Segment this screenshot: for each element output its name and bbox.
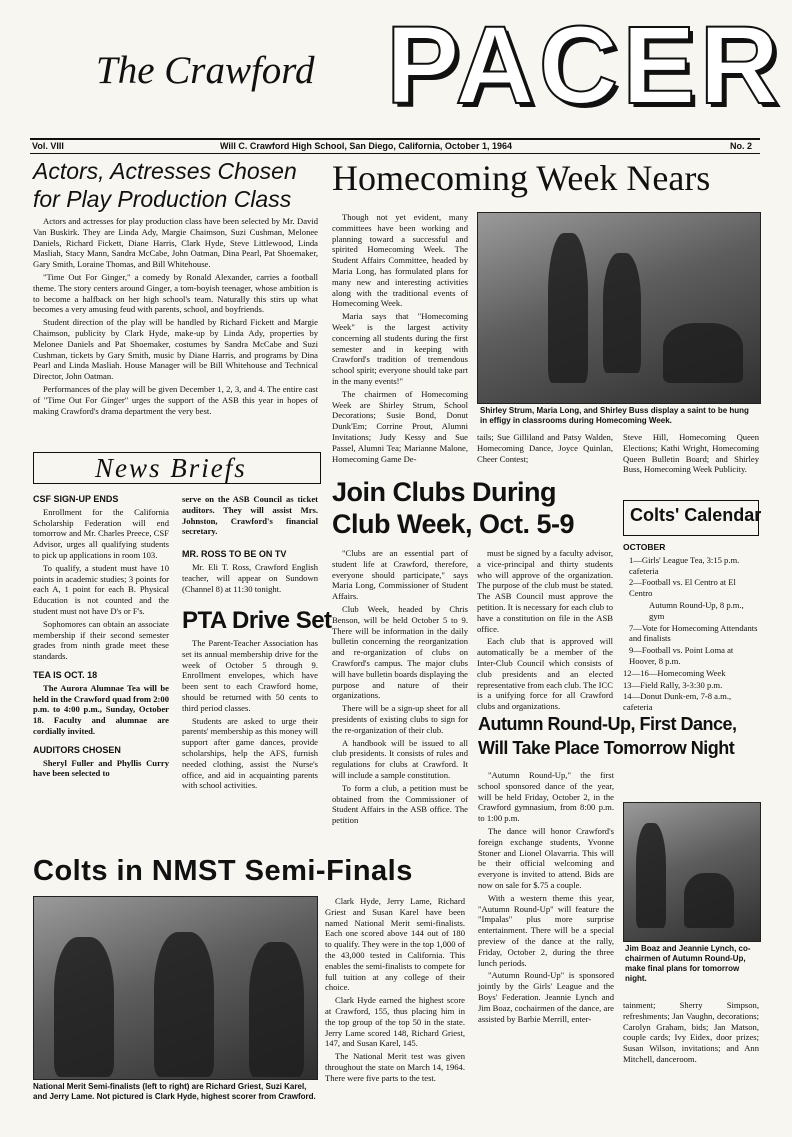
homecoming-col1: [332, 212, 468, 466]
homecoming-col2: tails; Sue Gilliland and Patsy Walden, Homecoming Dance, Joyce Quinlan, Cheer Contest;: [477, 432, 613, 464]
roundup-paragraph: With a western theme this year, "Autumn Round-Up" will feature the "Impalas" plus more surprise entertainment. There will be a special preview of the dance at the rally, Friday, October 2, during the three lunch periods.: [478, 892, 614, 968]
pta-headline: PTA Drive Set: [182, 607, 332, 634]
roundup-continued: tainment; Sherry Simpson, refreshments; Jan Vaughn, decorations; Carolyn Graham, bids; Jan Matson, couple cards; Ivy Eidex, door prizes; Susan Wilson, invitations; and Ann Mitchell, danceroom.: [623, 1000, 759, 1064]
actors-paragraph: Student direction of the play will be handled by Richard Fickett and Margie Chaimson, publicity by Clark Hyde, make-up by Linda Ady, properties by Melonee Daniels and Pat Shoemaker, costumes by Sandra McCabe and Suzi Cushman, tickets by Gary Smith, music by Diane Harris, and programs by Dina Pearl and Linda Masliah. House Manager will be Bill Whitehouse and Technical Director, John Oatman.: [33, 317, 318, 382]
homecoming-paragraph: Maria says that "Homecoming Week" is the largest activity concerning all students during the first semester and in keeping with Crawford's tradition of tremendous school spirit; everyone should take part in the many events!": [332, 311, 468, 386]
ross-subhead: MR. ROSS TO BE ON TV: [182, 549, 287, 560]
csf-paragraph: To qualify, a student must have 10 points in academic studies; 3 points for each A, 1 point for each B. Physical Education is not counted and the student must not have D's or F's.: [33, 562, 169, 616]
csf-paragraph: Sophomores can obtain an associate membership if their second semester grades from ninth grade meet these standards.: [33, 618, 169, 662]
calendar-entry: 14—Donut Dunk-em, 7-8 a.m., cafeteria: [623, 691, 732, 713]
calendar-entry: Autumn Round-Up, 8 p.m., gym: [649, 599, 744, 621]
news-briefs-col2: [182, 494, 318, 596]
nmst-caption: National Merit Semi-finalists (left to right) are Richard Griest, Suzi Karel, and Jerry Lame. Not pictured is Clark Hyde, highest scorer from Crawford.: [33, 1082, 316, 1101]
roundup-paragraph: "Autumn Round-Up" is sponsored jointly by the Girls' League and the Boys' Federation. Jeannie Lynch and Jim Boaz, cochairmen of the dance, are assisted by Barbie Merrill, enter-: [478, 970, 614, 1024]
auditors-subhead: AUDITORS CHOSEN: [33, 744, 121, 755]
clubs-headline: Join Clubs During Club Week, Oct. 5-9: [332, 477, 575, 539]
homecoming-caption: Shirley Strum, Maria Long, and Shirley Buss display a saint to be hung in effigy in classrooms during Homecoming Week.: [480, 406, 749, 425]
photo-figure: [663, 323, 743, 383]
actors-paragraph: Actors and actresses for play production class have been selected by Mr. David Van Buskirk. They are Linda Ady, Margie Chaimson, Suzi Cushman, Melonee Daniels, Richard Fickett, Diane Harris, Clark Hyde, Steve Littlewood, Linda Masliah, Stacy Mann, Sandra McCabe, John Oatman, Dina Pearl, Pat Shoemaker, Gary Smith, Loraine Thomas, and Bill Whitehouse.: [33, 216, 318, 270]
masthead-pacer: PACER: [386, 4, 783, 127]
calendar-title: Colts' Calendar: [630, 505, 762, 525]
clubs-paragraph: Each club that is approved will automatically be a member of the Inter-Club Council which consists of club presidents and an elected representative from each club. The ICC is a unifying force for all Crawford clubs and organizations.: [477, 636, 613, 712]
masthead-the-crawford: The Crawford: [96, 49, 315, 92]
photo-figure: [684, 873, 734, 928]
nmst-paragraph: Clark Hyde earned the highest score at Crawford, 155, thus placing him in the top group of the top 50 in the state. Jerry Lame scored 148, Richard Griest, 147, and Susan Karel, 145.: [325, 995, 465, 1049]
calendar-entry: 13—Field Rally, 3-3:30 p.m.: [623, 679, 723, 690]
actors-paragraph: Performances of the play will be given December 1, 2, 3, and 4. The entire cast of "Time Out For Ginger" urges the support of the ASB this year in hopes of making Crawford's drama department the very best.: [33, 383, 318, 416]
actors-paragraph: "Time Out For Ginger," a comedy by Ronald Alexander, carries a football theme. The story centers around Ginger, a tom-boyish teenager, whose ambition is to become a halfback on her high school's team. Naturally this stirs up what becomes a very amusing feud with parents, school, and boyfriends.: [33, 271, 318, 315]
ross-paragraph: Mr. Eli T. Ross, Crawford English teacher, will appear on Sundown (Channel 8) at 11:30 tonight.: [182, 561, 318, 594]
news-briefs-col1: [33, 490, 169, 781]
clubs-paragraph: A handbook will be issued to all club presidents. It consists of rules and regulations for clubs at Crawford. It will include a sample constitution.: [332, 737, 468, 780]
tea-paragraph: The Aurora Alumnae Tea will be held in the Crawford quad from 2:00 p.m. to 4:00 p.m., Sunday, October 18. Faculty and alumnae are cordially invited.: [33, 682, 169, 736]
tea-subhead: TEA IS OCT. 18: [33, 669, 98, 680]
photo-figure: [154, 932, 214, 1077]
nmst-paragraph: The National Merit test was given throughout the state on March 14, 1964. There were five parts to the test.: [325, 1051, 465, 1083]
volume-label: Vol. VIII: [32, 141, 64, 151]
csf-subhead: CSF SIGN-UP ENDS: [33, 494, 119, 504]
photo-figure: [548, 233, 588, 383]
clubs-paragraph: To form a club, a petition must be obtained from the Commissioner of Student Affairs in the ASB office. The petition: [332, 782, 468, 826]
auditors-continued: serve on the ASB Council as ticket auditors. They will assist Mrs. Johnston, Crawford's financial secretary.: [182, 494, 318, 537]
roundup-headline: Autumn Round-Up, First Dance, Will Take Place Tomorrow Night: [478, 714, 737, 758]
calendar-month: OCTOBER: [623, 542, 666, 552]
calendar-entry: 9—Football vs. Point Loma at Hoover, 8 p.m.: [629, 645, 734, 666]
nmst-article: [325, 896, 465, 1086]
actors-article: [33, 216, 318, 418]
pta-paragraph: The Parent-Teacher Association has set its annual membership drive for the week of October 5 through 9. Enrollment envelopes, which have been sent to each Crawford home, should be returned with 50 cents to third period classes.: [182, 638, 318, 713]
nmst-headline: Colts in NMST Semi-Finals: [33, 855, 413, 887]
calendar-list: [623, 542, 759, 713]
clubs-paragraph: There will be a sign-up sheet for all presidents of existing clubs to sign for the re-organization of their club.: [332, 703, 468, 735]
homecoming-headline: Homecoming Week Nears: [332, 158, 711, 198]
roundup-paragraph: The dance will honor Crawford's foreign exchange students, Yvonne Stoner and Lionel Olavarria. This will be their official welcoming and everyone is invited to attend. Bids are now on sale for $.75 a couple.: [478, 825, 614, 890]
homecoming-col3: Steve Hill, Homecoming Queen Elections; Kathi Wright, Homecoming Queen Bulletin Board; and Shirley Buss, Homecoming Week Publicity.: [623, 432, 759, 475]
roundup-paragraph: "Autumn Round-Up," the first school sponsored dance of the year, will be held Friday, October 2, in the Crawford gymnasium, from 8:00 p.m. to 1:00 p.m.: [478, 770, 614, 824]
photo-figure: [636, 823, 666, 928]
pta-paragraph: Students are asked to urge their parents' membership as this money will support after game dances, provide scholarships, help the AFS, furnish needed clothing, assist the Nurse's office, and aid in acquainting parents with school activities.: [182, 715, 318, 791]
clubs-paragraph: Club Week, headed by Chris Benson, will be held October 5 to 9. There will be information in the daily bulletin concerning the reorganization and re-organization of clubs on Crawford's campus. The major clubs will have bulletin boards displaying the purpose and nature of their organizations.: [332, 603, 468, 701]
photo-figure: [603, 253, 641, 373]
clubs-col2: [477, 548, 613, 714]
homecoming-paragraph: The chairmen of Homecoming Week are Shirley Strum, School Decorations; Susie Bond, Donut Dunk'Em; Corrine Prout, Alumni Invitations; Judy Kessy and Sue Passel, Alumni Tea; Marianne Malone, Homecoming Game De-: [332, 388, 468, 464]
nmst-photo: [33, 896, 318, 1080]
photo-figure: [54, 937, 114, 1077]
pta-article: [182, 638, 318, 793]
homecoming-photo: [477, 212, 761, 404]
calendar-entry: 1—Girls' League Tea, 3:15 p.m. cafeteria: [629, 554, 740, 576]
nmst-paragraph: Clark Hyde, Jerry Lame, Richard Griest and Susan Karel have been named National Merit semi-finalists. Each one scored above 144 out of 180 to qualify. They were in the top 1,000 of the 43,000 tested in California. This enables the semi-finalists to compete for full tuition at any college of their choice.: [325, 896, 465, 993]
issue-number: No. 2: [730, 141, 753, 151]
masthead-rule-bottom: [30, 153, 760, 154]
clubs-col1: [332, 548, 468, 828]
roundup-photo: [623, 802, 761, 942]
roundup-article: [478, 770, 614, 1026]
calendar-entry: 2—Football vs. El Centro at El Centro: [629, 577, 736, 599]
clubs-paragraph: must be signed by a faculty advisor, a vice-principal and thirty students who will approve of the organization. The purpose of the club must be stated. The ASB Council must approve the petition. It is necessary for each club to have a constitution on file in the ASB office.: [477, 548, 613, 634]
masthead-rule-top: [30, 138, 760, 140]
clubs-paragraph: "Clubs are an essential part of student life at Crawford, therefore, everyone should participate," says Maria Long, Commissioner of Student Affairs.: [332, 548, 468, 602]
auditors-paragraph: Sheryl Fuller and Phyllis Curry have been selected to: [33, 757, 169, 779]
news-briefs-title: News Briefs: [95, 453, 247, 483]
calendar-entry: 12—16—Homecoming Week: [623, 667, 726, 678]
actors-headline: Actors, Actresses Chosen for Play Production Class: [33, 158, 297, 212]
calendar-entry: 7—Vote for Homecoming Attendants and finalists: [629, 622, 758, 644]
csf-paragraph: Enrollment for the California Scholarship Federation will end tomorrow and Mr. Charles Preece, CSF Advisor, urges all qualifying students to pick up applications in room 103.: [33, 506, 169, 560]
photo-figure: [249, 942, 304, 1077]
roundup-caption: Jim Boaz and Jeannie Lynch, co-chairmen of Autumn Round-Up, make final plans for tomorrow night.: [625, 944, 751, 983]
homecoming-paragraph: Though not yet evident, many committees have been working and planning toward a successful and spirited Homecoming Week. The Student Affairs Committee, headed by Maria Long, has formulated plans for many new and interesting activities along with the traditional events of Homecoming Week.: [332, 212, 468, 309]
school-dateline: Will C. Crawford High School, San Diego, California, October 1, 1964: [220, 141, 512, 151]
